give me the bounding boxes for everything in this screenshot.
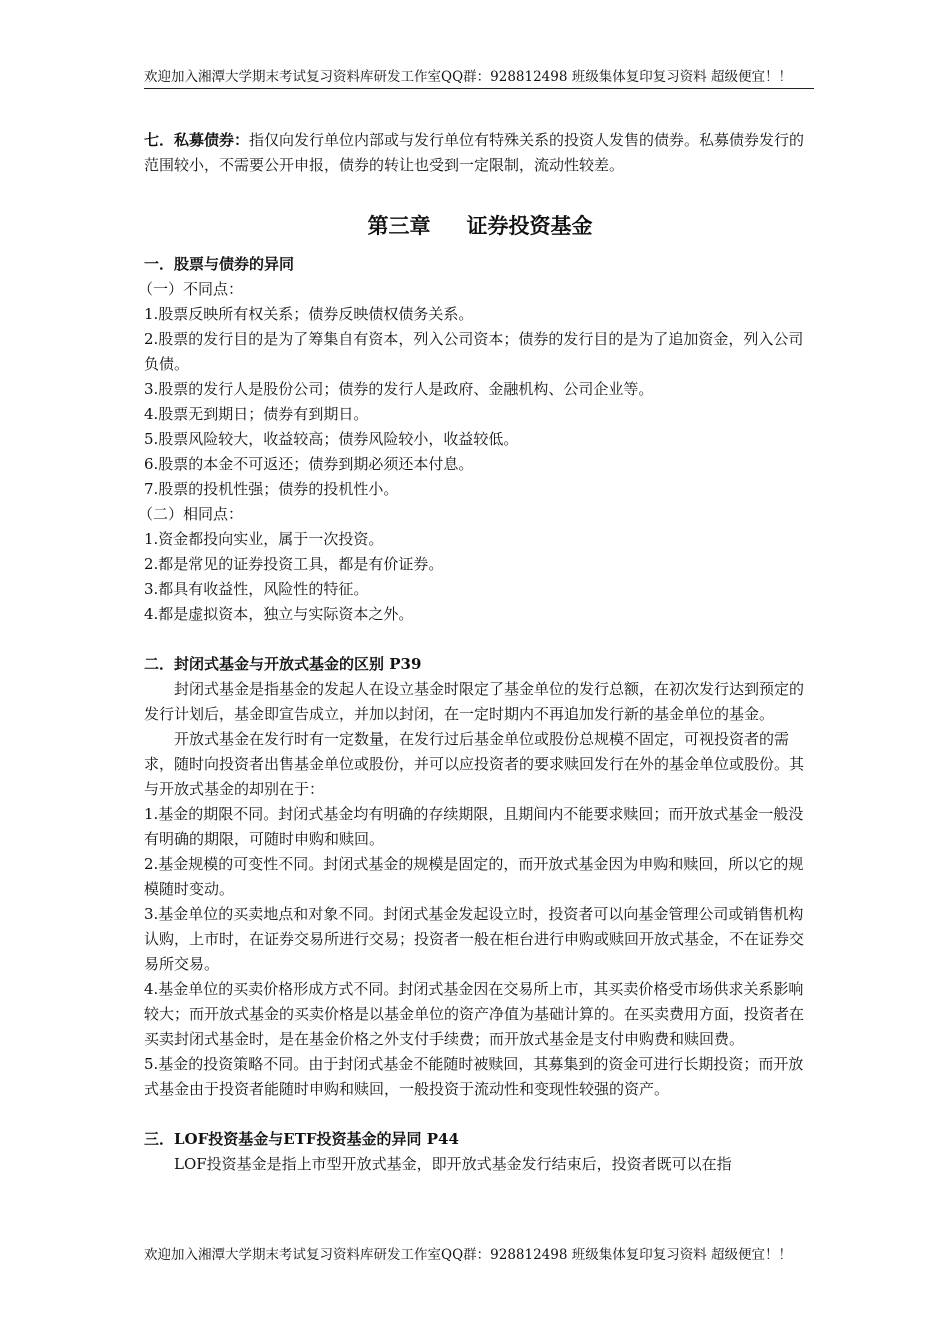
- list-item: 2.股票的发行目的是为了筹集自有资本，列入公司资本；债券的发行目的是为了追加资金，列入公司负债。: [144, 330, 804, 373]
- term-private-bond: 七．私募债券：: [144, 131, 250, 149]
- page-header: 欢迎加入湘潭大学期末考试复习资料库研发工作室QQ群：928812498 班级集体复印复习资料 超级便宜！！: [144, 69, 793, 85]
- section-2-title: 二．封闭式基金与开放式基金的区别 P39: [144, 655, 422, 673]
- paragraph-open-end-fund: 开放式基金在发行时有一定数量，在发行过后基金单位或股份总规模不固定，可视投资者的需求，随时向投资者出售基金单位或股份，并可以应投资者的要求赎回发行在外的基金单位或股份。其与开放式基金的却别在于：: [144, 730, 805, 798]
- list-item: 3.都具有收益性，风险性的特征。: [144, 580, 369, 598]
- chapter-title: 证券投资基金: [466, 213, 593, 238]
- list-item: 4.都是虚拟资本，独立与实际资本之外。: [144, 605, 414, 623]
- list-item: 6.股票的本金不可返还；债券到期必须还本付息。: [144, 455, 474, 473]
- section-3-title: 三．LOF投资基金与ETF投资基金的异同 P44: [144, 1130, 459, 1148]
- chapter-number: 第三章: [367, 213, 431, 238]
- list-item: 5.股票风险较大，收益较高；债券风险较小，收益较低。: [144, 430, 519, 448]
- list-item: 2.基金规模的可变性不同。封闭式基金的规模是固定的，而开放式基金因为申购和赎回，所以它的规模随时变动。: [144, 855, 804, 898]
- private-bond-definition: 指仅向发行单位内部或与发行单位有特殊关系的投资人发售的债券。私募债券发行的范围较小，不需要公开申报，债券的转让也受到一定限制，流动性较差。: [144, 131, 805, 174]
- page-footer: 欢迎加入湘潭大学期末考试复习资料库研发工作室QQ群：928812498 班级集体复印复习资料 超级便宜！！: [144, 1247, 793, 1263]
- paragraph-lof-fund: LOF投资基金是指上市型开放式基金，即开放式基金发行结束后，投资者既可以在指: [174, 1155, 732, 1173]
- list-item: 7.股票的投机性强；债券的投机性小。: [144, 480, 399, 498]
- list-item: 1.基金的期限不同。封闭式基金均有明确的存续期限，且期间内不能要求赎回；而开放式基金一般没有明确的期限，可随时申购和赎回。: [144, 805, 804, 848]
- paragraph-closed-end-fund: 封闭式基金是指基金的发起人在设立基金时限定了基金单位的发行总额，在初次发行达到预定的发行计划后，基金即宣告成立，并加以封闭，在一定时期内不再追加发行新的基金单位的基金。: [144, 680, 805, 723]
- header-divider: [144, 88, 814, 89]
- list-item: 3.股票的发行人是股份公司；债券的发行人是政府、金融机构、公司企业等。: [144, 380, 654, 398]
- list-item: 1.股票反映所有权关系；债券反映债权债务关系。: [144, 305, 474, 323]
- list-item: 4.股票无到期日；债券有到期日。: [144, 405, 369, 423]
- list-item: 1.资金都投向实业，属于一次投资。: [144, 530, 384, 548]
- list-item: 3.基金单位的买卖地点和对象不同。封闭式基金发起设立时，投资者可以向基金管理公司或销售机构认购，上市时，在证券交易所进行交易；投资者一般在柜台进行申购或赎回开放式基金，不在证券交易所交易。: [144, 905, 805, 973]
- list-item: 4.基金单位的买卖价格形成方式不同。封闭式基金因在交易所上市，其买卖价格受市场供求关系影响较大；而开放式基金的买卖价格是以基金单位的资产净值为基础计算的。在买卖费用方面，投资者在买卖封闭式基金时，是在基金价格之外支付手续费；而开放式基金是支付申购费和赎回费。: [144, 980, 805, 1048]
- list-item: 5.基金的投资策略不同。由于封闭式基金不能随时被赎回，其募集到的资金可进行长期投资；而开放式基金由于投资者能随时申购和赎回，一般投资于流动性和变现性较强的资产。: [144, 1055, 804, 1098]
- document-body: [138, 128, 816, 1177]
- subsection-differences-title: （一）不同点：: [138, 280, 244, 298]
- section-1-title: 一．股票与债券的异同: [144, 255, 295, 273]
- list-item: 2.都是常见的证券投资工具，都是有价证券。: [144, 555, 444, 573]
- paragraph-private-bond: [144, 128, 816, 178]
- subsection-similarities-title: （二）相同点：: [138, 505, 244, 523]
- chapter-heading: [144, 211, 816, 241]
